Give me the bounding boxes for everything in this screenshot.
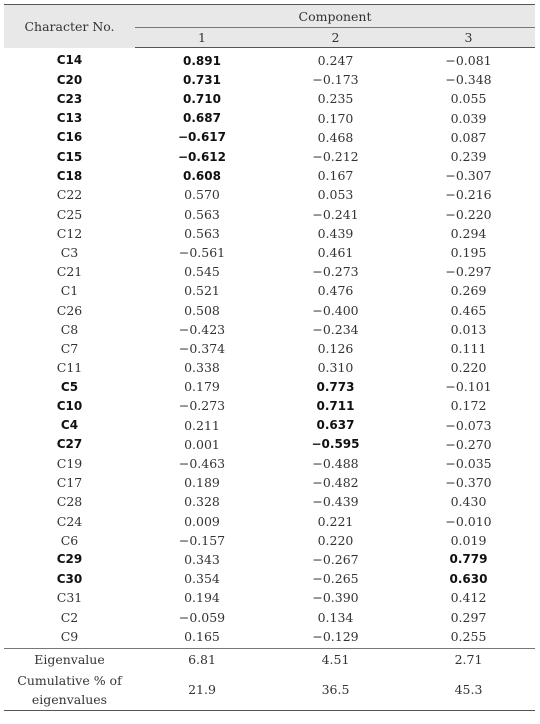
loading-cell-3: −0.101 <box>445 379 492 395</box>
table-row <box>4 224 535 243</box>
loading-cell-2: −0.212 <box>312 149 359 165</box>
loading-cell-1: −0.374 <box>178 340 226 356</box>
character-id-cell: C30 <box>56 571 83 586</box>
loading-cell-3: 0.779 <box>449 552 488 567</box>
table-row <box>4 70 535 89</box>
table-row <box>4 109 535 128</box>
character-id-cell: C29 <box>56 552 83 567</box>
loading-cell-2: 0.476 <box>317 283 354 299</box>
loading-cell-2: −0.129 <box>269 627 402 649</box>
character-id-cell: C2 <box>60 609 79 625</box>
table-row <box>4 320 535 339</box>
loading-cell-2: 0.053 <box>317 187 354 203</box>
character-id-cell: C14 <box>56 53 83 68</box>
loading-cell-3: 0.013 <box>450 321 487 337</box>
loading-cell-2: −0.482 <box>312 475 359 491</box>
character-id-cell: C19 <box>56 456 83 472</box>
table-row <box>4 358 535 377</box>
loading-cell-2: 0.134 <box>317 609 354 625</box>
loading-cell-2: 0.221 <box>317 513 354 529</box>
loading-cell-2: 0.167 <box>317 168 354 184</box>
loading-cell-3: −0.081 <box>445 53 492 69</box>
loading-cell-3: −0.370 <box>445 475 492 491</box>
loading-cell-2: 0.220 <box>317 532 354 548</box>
loading-cell-1: 0.328 <box>184 494 220 510</box>
loading-cell-3: 0.039 <box>450 110 487 126</box>
character-id-cell: C31 <box>56 590 83 606</box>
table-row <box>4 531 535 550</box>
loading-cell-1: 0.687 <box>183 111 221 126</box>
loading-cell-1: 0.189 <box>184 475 220 491</box>
character-id-cell: C4 <box>60 418 79 433</box>
loading-cell-2: 0.468 <box>317 129 354 145</box>
table-row <box>4 473 535 492</box>
table-row <box>4 339 535 358</box>
character-id-cell: C9 <box>4 627 135 649</box>
table-row <box>4 416 535 435</box>
loading-cell-1: 0.710 <box>183 91 221 106</box>
loading-cell-3: −0.010 <box>445 513 492 529</box>
component-1-header: 1 <box>135 28 269 48</box>
loading-cell-1: 0.343 <box>184 551 220 567</box>
loading-cell-1: 0.211 <box>184 417 220 433</box>
character-id-cell: C20 <box>56 72 83 87</box>
loading-cell-3: 0.255 <box>402 627 535 649</box>
loading-cell-1: 0.731 <box>183 72 221 87</box>
loading-cell-1: 0.563 <box>184 206 220 222</box>
loading-cell-3: 0.269 <box>450 283 487 299</box>
character-no-header: Character No. <box>4 5 135 48</box>
loading-cell-1: 0.563 <box>184 225 220 241</box>
table-row <box>4 166 535 185</box>
cumulative-label: Cumulative % of eigenvalues <box>17 672 122 707</box>
character-id-cell: C18 <box>56 168 83 183</box>
loading-cell-2: 0.461 <box>317 244 354 260</box>
loading-cell-2: −0.173 <box>312 72 359 88</box>
eigenvalue-2: 4.51 <box>321 651 350 667</box>
character-id-cell: C13 <box>56 111 83 126</box>
loading-cell-2: −0.241 <box>312 206 359 222</box>
character-id-cell: C16 <box>56 130 83 145</box>
table-summary <box>4 648 535 710</box>
loading-cell-2: 0.170 <box>317 110 354 126</box>
loading-cell-1: 0.545 <box>184 264 220 280</box>
loading-cell-2: 0.247 <box>317 53 354 69</box>
loading-cell-3: 0.465 <box>450 302 487 318</box>
character-id-cell: C23 <box>56 91 83 106</box>
loading-cell-1: 0.608 <box>183 168 221 183</box>
character-id-cell: C21 <box>56 264 83 280</box>
table-row <box>4 243 535 262</box>
table-row <box>4 185 535 204</box>
eigenvalue-row <box>4 648 535 670</box>
loading-cell-2: 0.773 <box>316 379 355 394</box>
eigenvalue-3: 2.71 <box>454 651 483 667</box>
loading-cell-3: 0.019 <box>450 532 487 548</box>
table-row <box>4 435 535 454</box>
component-2-header: 2 <box>269 28 402 48</box>
cumulative-row <box>4 670 535 711</box>
loading-cell-3: −0.307 <box>445 168 492 184</box>
loading-cell-1: −0.617 <box>177 130 226 145</box>
eigenvalue-1: 6.81 <box>188 651 216 667</box>
loading-cell-3: −0.348 <box>445 72 492 88</box>
loading-cell-1: −0.463 <box>178 456 226 472</box>
loading-cell-3: 0.111 <box>450 340 487 356</box>
loading-cell-1: 0.570 <box>184 187 220 203</box>
loading-cell-1: 0.508 <box>184 302 220 318</box>
character-id-cell: C15 <box>56 149 83 164</box>
loading-cell-2: −0.234 <box>312 321 359 337</box>
loading-cell-3: −0.035 <box>445 456 492 472</box>
loading-cell-2: −0.390 <box>312 590 359 606</box>
table-row <box>4 48 535 71</box>
loading-cell-2: 0.310 <box>317 360 354 376</box>
loading-cell-2: −0.267 <box>312 551 359 567</box>
character-id-cell: C26 <box>56 302 83 318</box>
loading-cell-3: 0.430 <box>450 494 487 510</box>
loading-cell-1: 0.891 <box>183 53 221 68</box>
character-id-cell: C7 <box>60 340 79 356</box>
loading-cell-2: −0.265 <box>312 571 359 587</box>
table-row <box>4 396 535 415</box>
loading-cell-3: 0.087 <box>450 129 487 145</box>
loading-cell-2: −0.488 <box>312 456 359 472</box>
table-row <box>4 377 535 396</box>
table-row <box>4 607 535 626</box>
loading-cell-2: 0.235 <box>317 91 354 107</box>
loading-cell-1: 0.521 <box>184 283 220 299</box>
character-id-cell: C10 <box>56 398 83 413</box>
loading-cell-3: −0.220 <box>445 206 492 222</box>
eigenvalue-label: Eigenvalue <box>34 651 105 667</box>
table-row <box>4 128 535 147</box>
table-row <box>4 627 535 649</box>
loading-cell-3: 0.630 <box>449 571 488 586</box>
loading-cell-1: −0.059 <box>178 609 226 625</box>
table-row <box>4 89 535 108</box>
table-row <box>4 550 535 569</box>
character-id-cell: C11 <box>56 360 83 376</box>
character-id-cell: C1 <box>60 283 79 299</box>
loading-cell-2: 0.439 <box>317 225 354 241</box>
loading-cell-1: 0.165 <box>135 627 269 649</box>
loading-cell-2: −0.400 <box>312 302 359 318</box>
loading-cell-3: 0.220 <box>450 360 487 376</box>
loading-cell-3: −0.297 <box>445 264 492 280</box>
loading-cell-3: 0.055 <box>450 91 487 107</box>
loading-cell-1: −0.157 <box>178 532 226 548</box>
loading-cell-1: −0.273 <box>178 398 226 414</box>
cumulative-label-cell <box>4 670 135 711</box>
component-3-header: 3 <box>402 28 535 48</box>
table-row <box>4 205 535 224</box>
loading-cell-1: −0.423 <box>178 321 226 337</box>
loading-cell-1: −0.612 <box>177 149 226 164</box>
loading-cell-3: −0.270 <box>445 436 492 452</box>
character-id-cell: C24 <box>56 513 83 529</box>
table-row <box>4 281 535 300</box>
loading-cell-2: −0.273 <box>312 264 359 280</box>
character-id-cell: C6 <box>60 532 79 548</box>
loading-cell-3: 0.294 <box>450 225 487 241</box>
table-row <box>4 588 535 607</box>
cumulative-2: 36.5 <box>269 670 402 711</box>
table-row <box>4 454 535 473</box>
loading-cell-1: 0.354 <box>184 571 220 587</box>
cumulative-1: 21.9 <box>135 670 269 711</box>
loading-cell-3: 0.172 <box>450 398 487 414</box>
loading-cell-3: 0.195 <box>450 244 487 260</box>
loading-cell-1: 0.001 <box>184 436 220 452</box>
loading-cell-3: −0.073 <box>445 417 492 433</box>
loading-cell-1: 0.009 <box>184 513 220 529</box>
table-row <box>4 569 535 588</box>
loading-cell-3: −0.216 <box>445 187 492 203</box>
table-row <box>4 300 535 319</box>
table-row <box>4 147 535 166</box>
component-loadings-table <box>4 4 535 711</box>
loading-cell-3: 0.297 <box>450 609 487 625</box>
loading-cell-3: 0.239 <box>450 149 487 165</box>
table-body <box>4 48 535 649</box>
table-row <box>4 262 535 281</box>
loading-cell-3: 0.412 <box>450 590 487 606</box>
character-id-cell: C28 <box>56 494 83 510</box>
loading-cell-2: 0.637 <box>316 418 355 433</box>
loading-cell-2: −0.595 <box>311 437 360 452</box>
character-id-cell: C3 <box>60 244 79 260</box>
character-id-cell: C17 <box>56 475 83 491</box>
loading-cell-2: −0.439 <box>312 494 359 510</box>
table-row <box>4 512 535 531</box>
character-id-cell: C12 <box>56 225 83 241</box>
character-id-cell: C25 <box>56 206 83 222</box>
character-id-cell: C5 <box>60 379 79 394</box>
loading-cell-1: 0.338 <box>184 360 220 376</box>
character-id-cell: C27 <box>56 437 83 452</box>
table-header <box>4 5 535 48</box>
loading-cell-2: 0.711 <box>316 398 355 413</box>
table-row <box>4 492 535 511</box>
component-header: Component <box>135 5 535 28</box>
loading-cell-1: −0.561 <box>178 244 226 260</box>
character-id-cell: C8 <box>60 321 79 337</box>
loading-cell-1: 0.194 <box>184 590 220 606</box>
loading-cell-1: 0.179 <box>184 379 220 395</box>
loading-cell-2: 0.126 <box>317 340 354 356</box>
character-id-cell: C22 <box>56 187 83 203</box>
cumulative-3: 45.3 <box>402 670 535 711</box>
